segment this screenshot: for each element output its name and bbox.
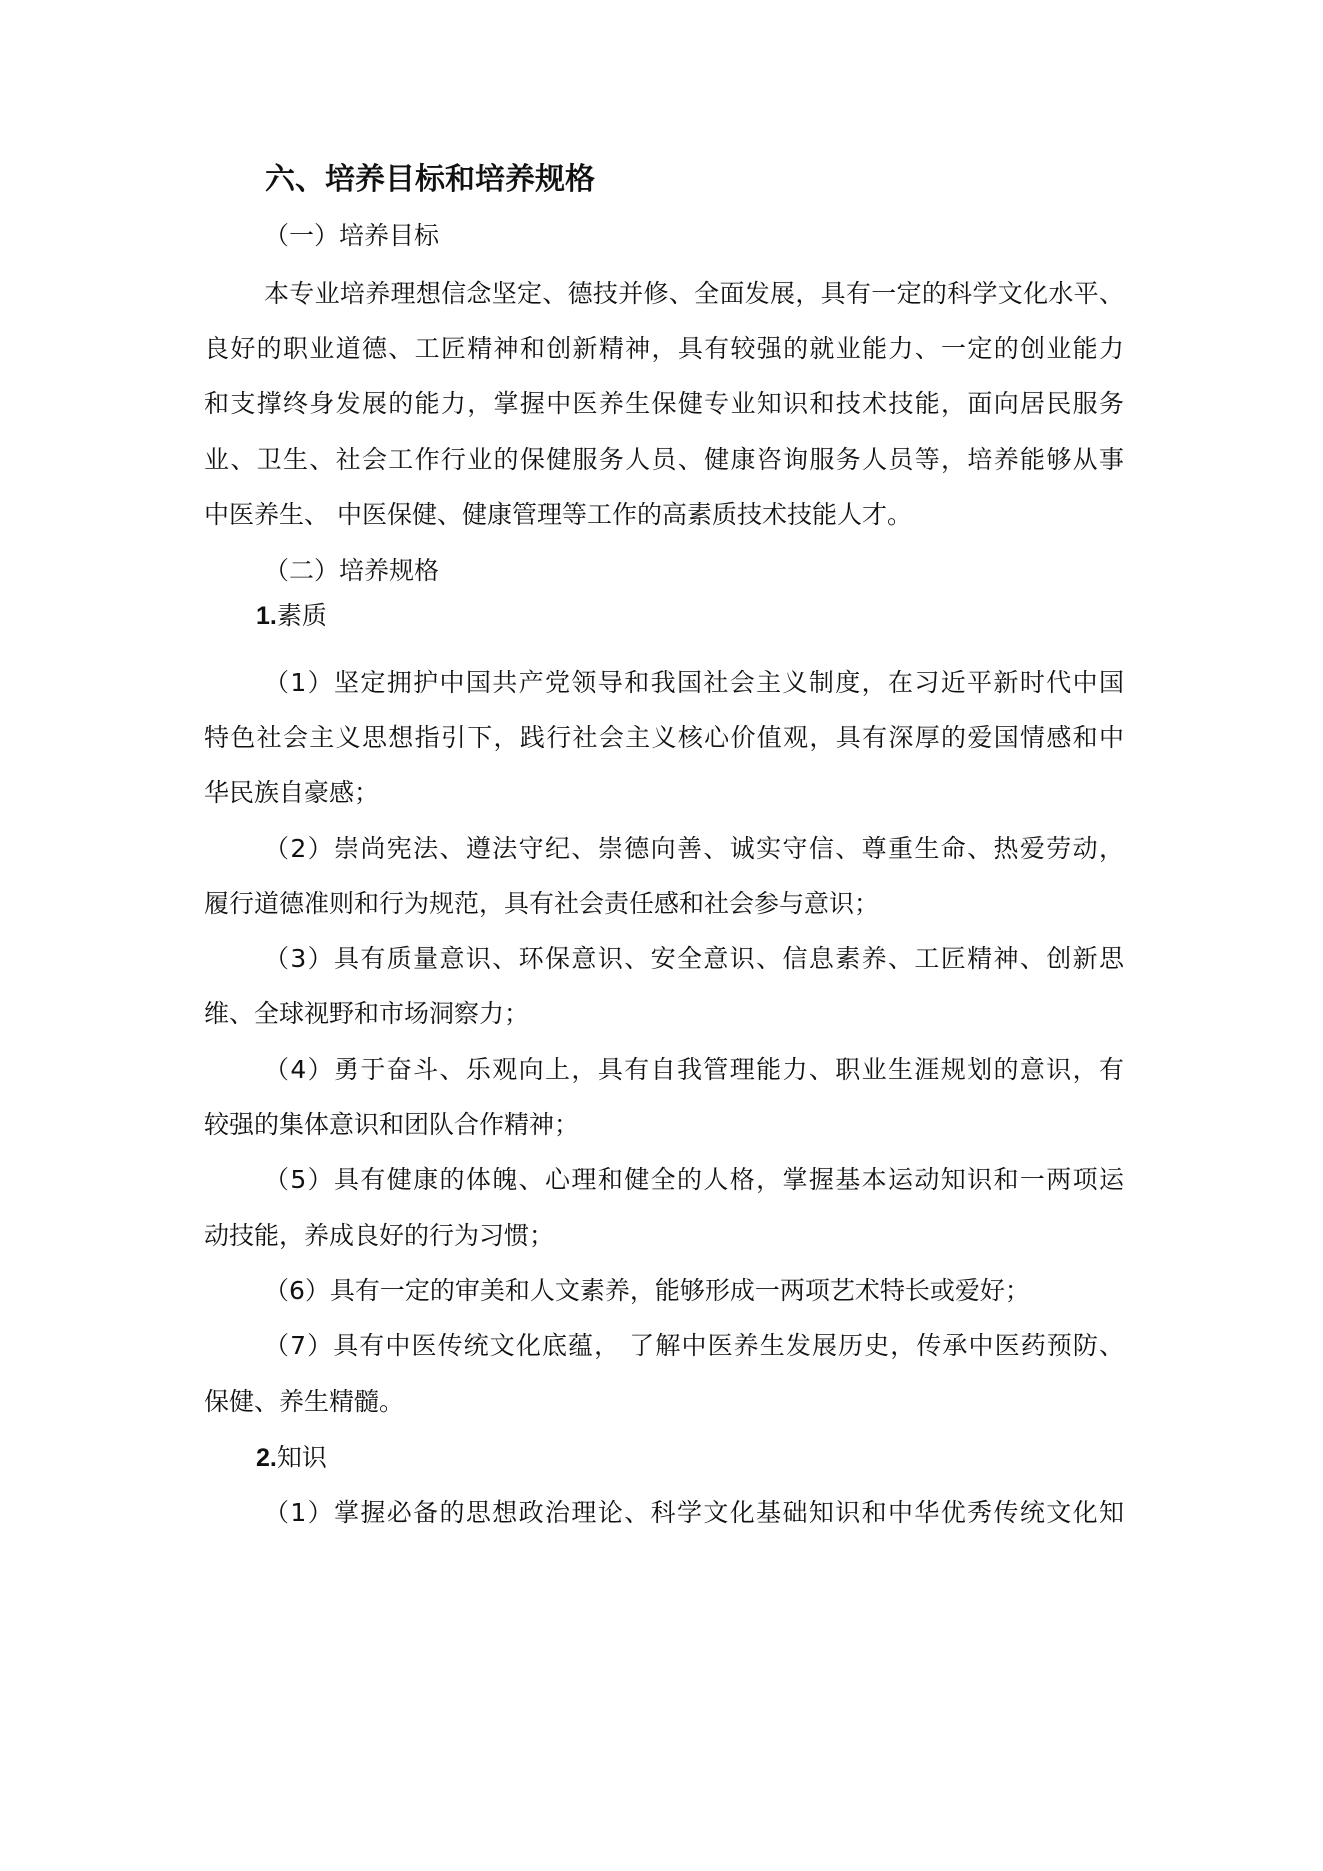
objectives-line: 业、卫生、社会工作行业的保健服务人员、健康咨询服务人员等，培养能够从事 — [204, 445, 1124, 474]
knowledge-heading — [256, 1442, 327, 1474]
objectives-line: 本专业培养理想信念坚定、德技并修、全面发展，具有一定的科学文化水平、 — [264, 279, 1124, 308]
quality-item-line: （4）勇于奋斗、乐观向上，具有自我管理能力、职业生涯规划的意识，有 — [264, 1055, 1124, 1084]
quality-item-line: 保健、养生精髓。 — [204, 1387, 405, 1416]
quality-item-line: 动技能，养成良好的行为习惯； — [204, 1221, 555, 1250]
knowledge-item-line: （1）掌握必备的思想政治理论、科学文化基础知识和中华优秀传统文化知 — [264, 1498, 1124, 1527]
quality-number: 1. — [256, 602, 277, 630]
quality-item-line: 维、全球视野和市场洞察力； — [204, 999, 530, 1028]
quality-item-line: 华民族自豪感； — [204, 778, 380, 807]
quality-item-line: 特色社会主义思想指引下，践行社会主义核心价值观，具有深厚的爱国情感和中 — [204, 723, 1124, 752]
quality-item-line: 履行道德准则和行为规范，具有社会责任感和社会参与意识； — [204, 889, 880, 918]
quality-item-line: （6）具有一定的审美和人文素养，能够形成一两项艺术特长或爱好； — [264, 1276, 1030, 1305]
quality-item-line: （1）坚定拥护中国共产党领导和我国社会主义制度，在习近平新时代中国 — [264, 668, 1124, 697]
knowledge-label: 知识 — [276, 1443, 327, 1472]
quality-label: 素质 — [276, 601, 327, 630]
quality-heading — [256, 600, 327, 632]
objectives-heading: （一）培养目标 — [264, 221, 440, 250]
quality-item-line: （7）具有中医传统文化底蕴， 了解中医养生发展历史，传承中医药预防、 — [264, 1331, 1124, 1360]
quality-item-line: 较强的集体意识和团队合作精神； — [204, 1110, 580, 1139]
quality-item-line: （2）崇尚宪法、遵法守纪、崇德向善、诚实守信、尊重生命、热爱劳动， — [264, 834, 1124, 863]
objectives-line: 中医养生、 中医保健、健康管理等工作的高素质技术技能人才。 — [204, 500, 912, 529]
section-title: 六、培养目标和培养规格 — [265, 162, 595, 197]
knowledge-number: 2. — [256, 1444, 277, 1472]
quality-item-line: （5）具有健康的体魄、心理和健全的人格，掌握基本运动知识和一两项运 — [264, 1165, 1124, 1194]
quality-item-line: （3）具有质量意识、环保意识、安全意识、信息素养、工匠精神、创新思 — [264, 944, 1124, 973]
objectives-line: 和支撑终身发展的能力，掌握中医养生保健专业知识和技术技能，面向居民服务 — [204, 389, 1124, 418]
specs-heading: （二）培养规格 — [264, 556, 440, 585]
objectives-line: 良好的职业道德、工匠精神和创新精神，具有较强的就业能力、一定的创业能力 — [204, 334, 1124, 363]
